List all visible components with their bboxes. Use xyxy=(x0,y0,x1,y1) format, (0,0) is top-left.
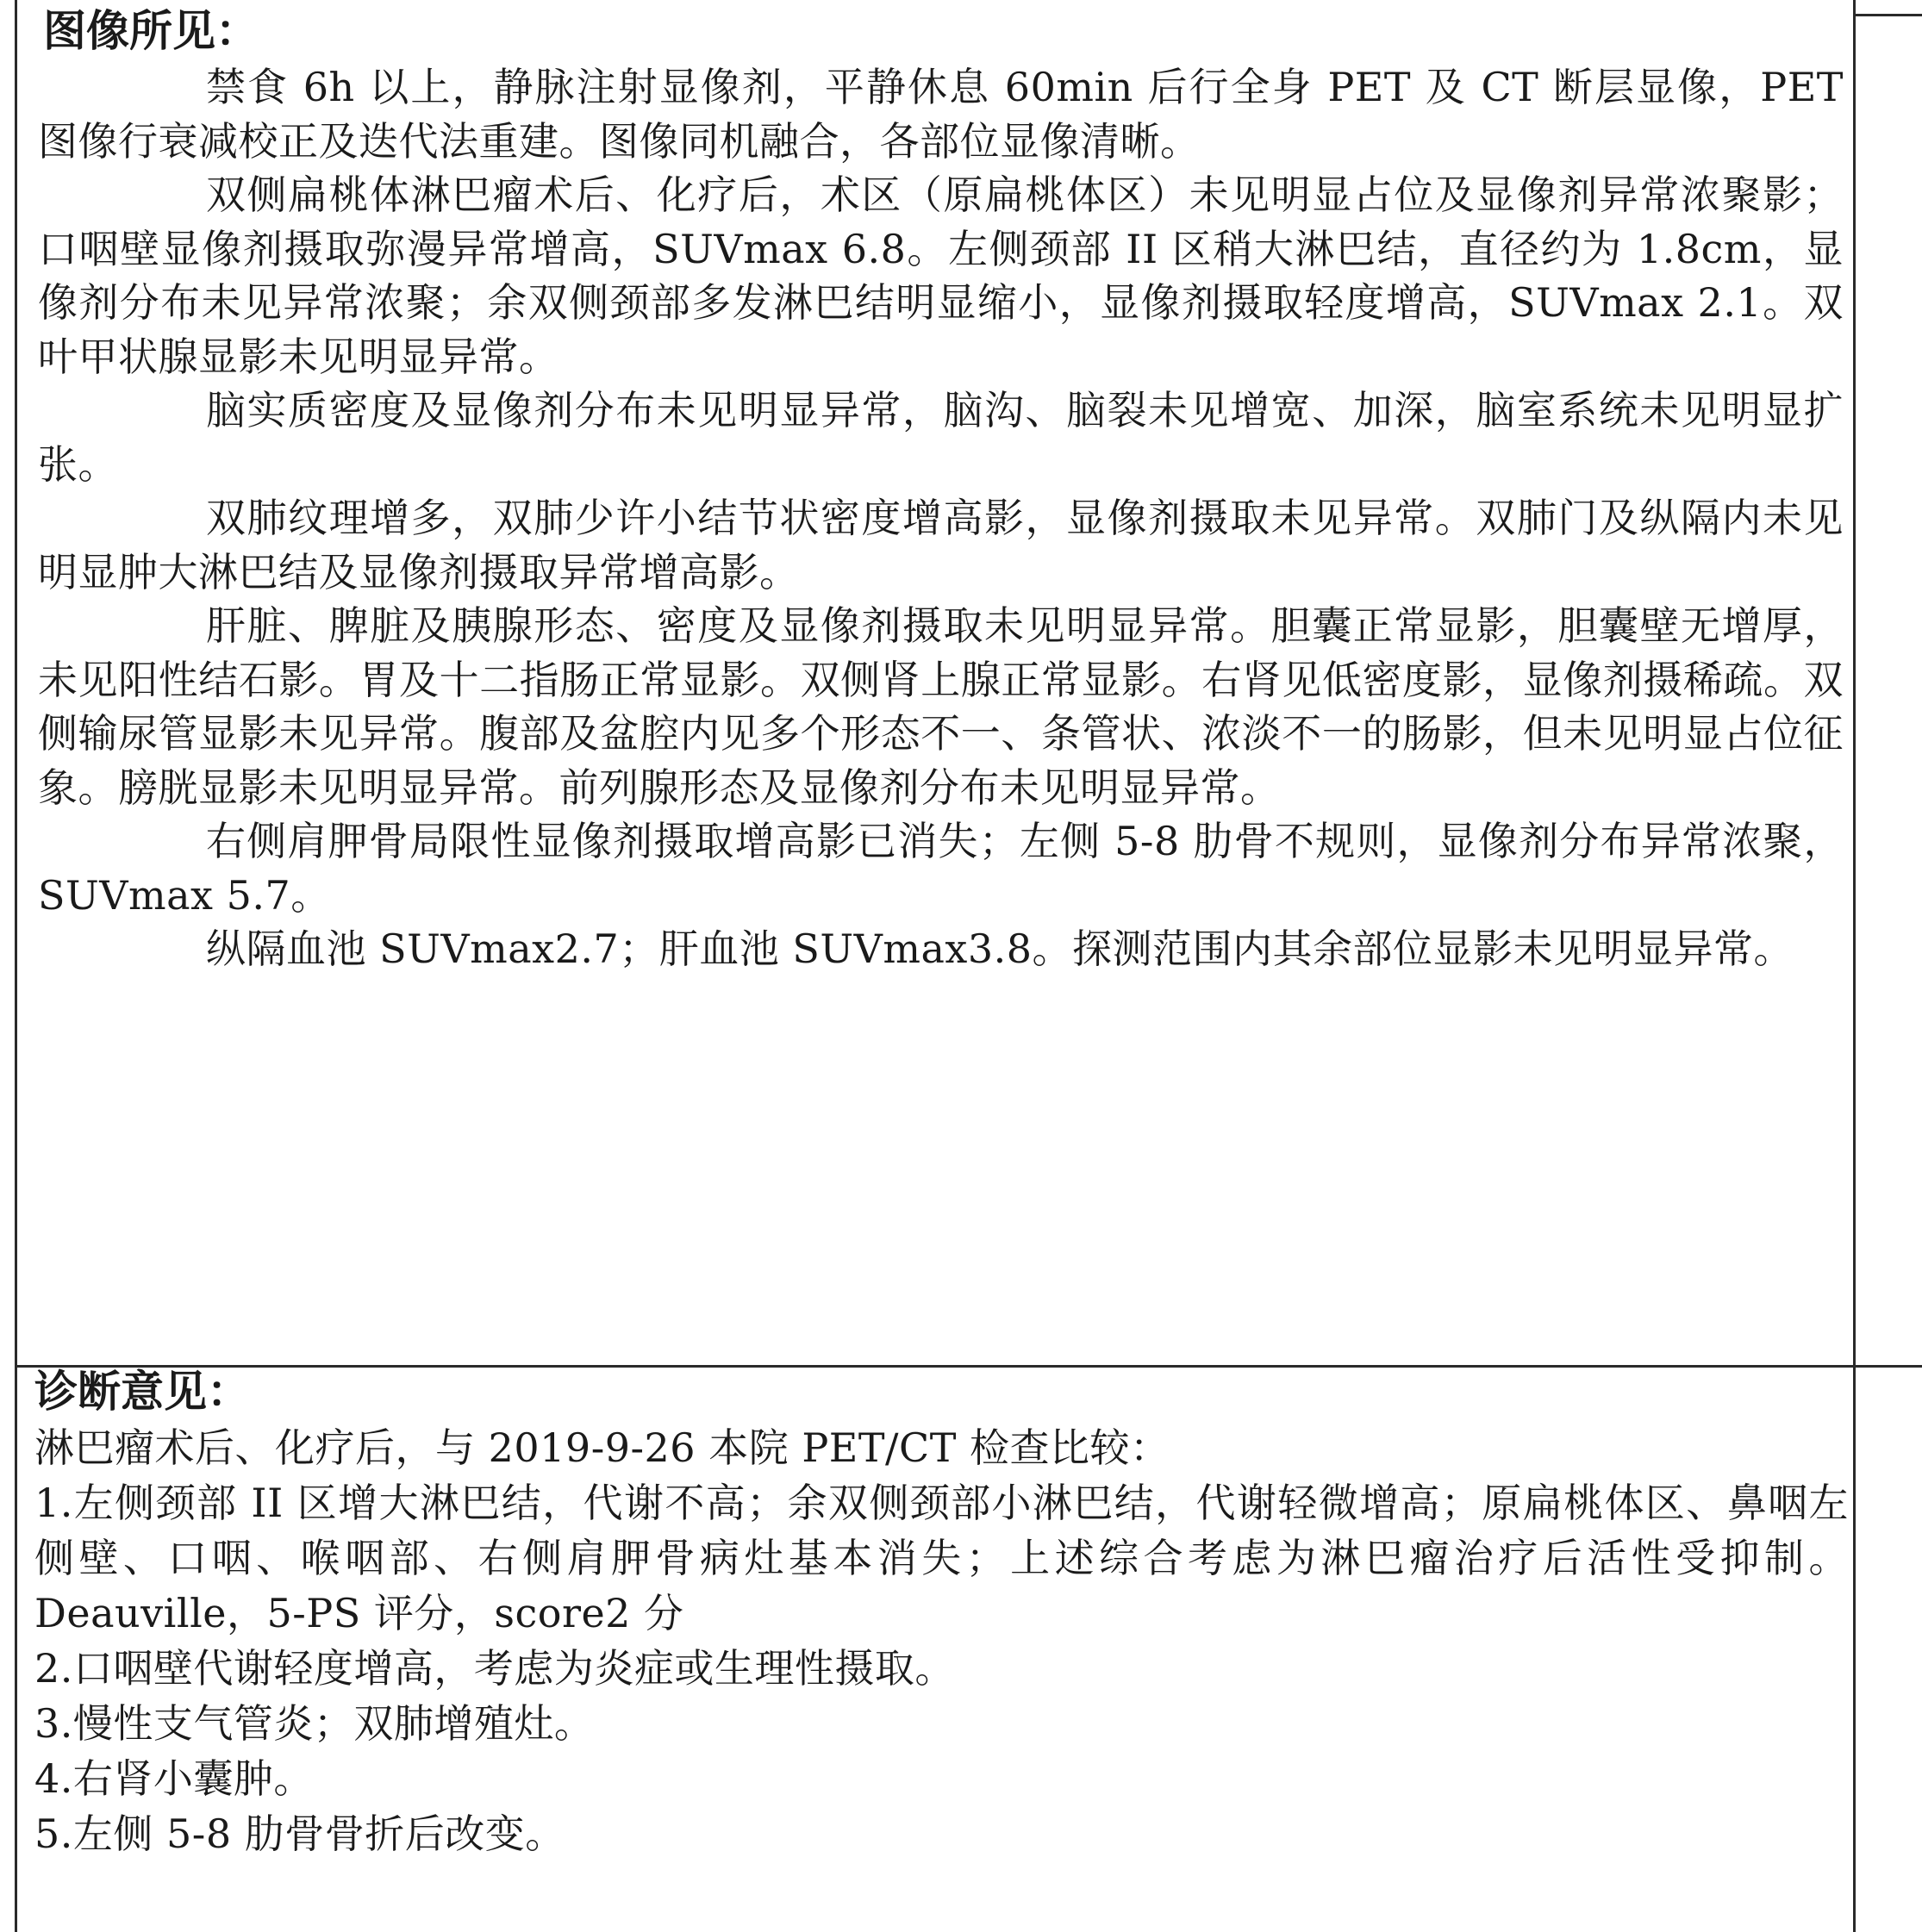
findings-paragraph: 脑实质密度及显像剂分布未见明显异常，脑沟、脑裂未见增宽、加深，脑室系统未见明显扩张。 xyxy=(38,387,1844,488)
diagnosis-intro: 淋巴瘤术后、化疗后，与 2019-9-26 本院 PET/CT 检查比较： xyxy=(34,1424,1170,1471)
findings-paragraph: 禁食 6h 以上，静脉注射显像剂，平静休息 60min 后行全身 PET 及 CT 断层显像，PET 图像行衰减校正及迭代法重建。图像同机融合，各部位显像清晰。 xyxy=(38,64,1844,165)
section-divider xyxy=(15,1365,1922,1368)
diagnosis-heading: 诊断意见： xyxy=(34,1367,250,1417)
findings-paragraph: 右侧肩胛骨局限性显像剂摄取增高影已消失；左侧 5-8 肋骨不规则，显像剂分布异常浓聚，SUVmax 5.7。 xyxy=(38,818,1844,919)
frame-right-border xyxy=(1853,0,1856,1932)
diagnosis-item: 5.左侧 5-8 肋骨骨折后改变。 xyxy=(34,1810,565,1857)
top-right-rule xyxy=(1853,14,1922,16)
findings-heading: 图像所见： xyxy=(43,6,259,56)
findings-body xyxy=(38,60,1844,976)
frame-left-border xyxy=(15,0,17,1932)
findings-paragraph: 双肺纹理增多，双肺少许小结节状密度增高影，显像剂摄取未见异常。双肺门及纵隔内未见明显肿大淋巴结及显像剂摄取异常增高影。 xyxy=(38,495,1844,595)
findings-paragraph: 纵隔血池 SUVmax2.7；肝血池 SUVmax3.8。探测范围内其余部位显影未见明显异常。 xyxy=(206,925,1794,972)
findings-paragraph: 肝脏、脾脏及胰腺形态、密度及显像剂摄取未见明显异常。胆囊正常显影，胆囊壁无增厚，未见阳性结石影。胃及十二指肠正常显影。双侧肾上腺正常显影。右肾见低密度影，显像剂摄稀疏。双侧输尿管显影未见异常。腹部及盆腔内见多个形态不一、条管状、浓淡不一的肠影，但未见明显占位征象。膀胱显影未见明显异常。前列腺形态及显像剂分布未见明显异常。 xyxy=(38,602,1844,811)
diagnosis-body xyxy=(34,1420,1849,1861)
findings-paragraph: 双侧扁桃体淋巴瘤术后、化疗后，术区（原扁桃体区）未见明显占位及显像剂异常浓聚影；口咽壁显像剂摄取弥漫异常增高，SUVmax 6.8。左侧颈部 II 区稍大淋巴结，直径约为 1.8cm，显像剂分布未见异常浓聚；余双侧颈部多发淋巴结明显缩小，显像剂摄取轻度增高，SUVmax 2.1。双叶甲状腺显影未见明显异常。 xyxy=(38,171,1844,380)
diagnosis-item: 3.慢性支气管炎；双肺增殖灶。 xyxy=(34,1700,595,1747)
diagnosis-item: 1.左侧颈部 II 区增大淋巴结，代谢不高；余双侧颈部小淋巴结，代谢轻微增高；原扁桃体区、鼻咽左侧壁、口咽、喉咽部、右侧肩胛骨病灶基本消失；上述综合考虑为淋巴瘤治疗后活性受抑制。Deauville，5-PS 评分，score2 分 xyxy=(34,1480,1849,1636)
diagnosis-item: 4.右肾小囊肿。 xyxy=(34,1755,314,1802)
diagnosis-item: 2.口咽壁代谢轻度增高，考虑为炎症或生理性摄取。 xyxy=(34,1645,955,1692)
